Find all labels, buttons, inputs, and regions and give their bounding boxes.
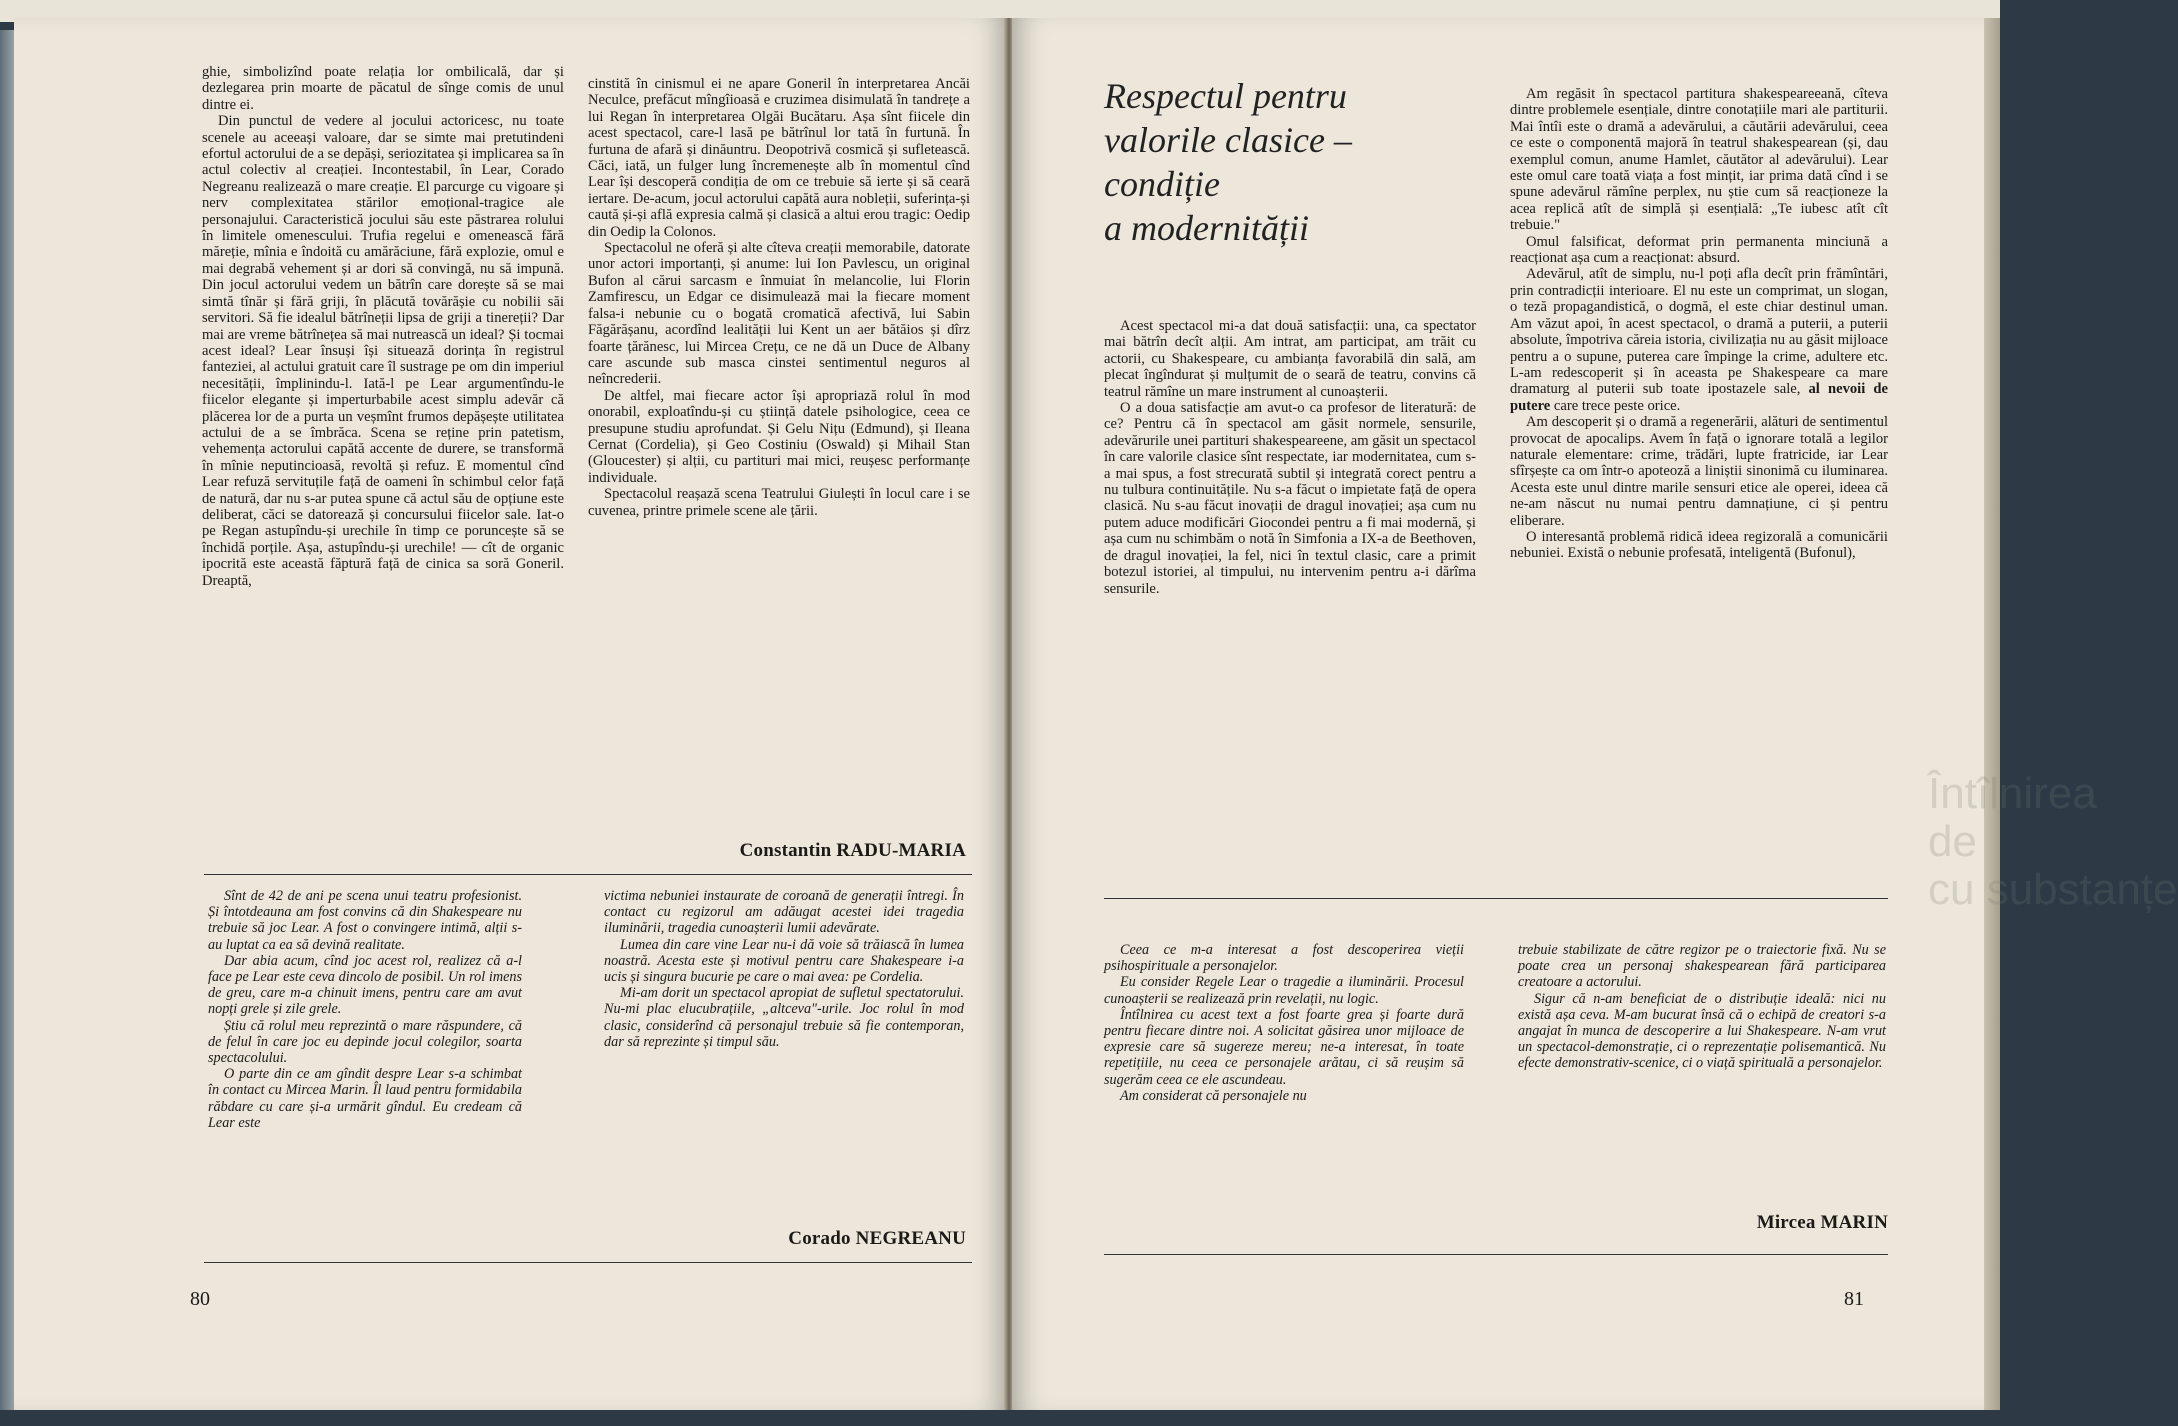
paragraph: cinstită în cinismul ei ne apare Goneril în interpretarea Ancăi Neculce, prefăcut mîngîioasă e cruzimea disimulată în tandrețe a lui Regan în interpretarea Olgăi Bucătaru. Așa sînt fiicele din acest spectacol, care-l lasă pe bătrînul lor tată în furtună. În furtuna de afară și dinăuntru. Deopotrivă cosmică și sufletească. Căci, iată, un fulger lung încremenește alb în momentul cînd Lear își descoperă condiția de om ce trebuie să ierte și să ceară iertare. De-acum, jocul actorului capătă aura nobleții, suferința-și caută și-și află expresia calmă și clasică a altui erou tragic: Oedip din Oedip la Colonos. bbox=[588, 76, 970, 240]
paragraph: De altfel, mai fiecare actor își apropriază rolul în mod onorabil, exploatîndu-și cu știință datele psihologice, ceea ce presupune studiu aprofundat. Și Gelu Nițu (Edmund), și Ileana Cernat (Cordelia), și Geo Costiniu (Oswald) și Mihail Stan (Gloucester) și alții, cu partituri mai mici, reușesc performanțe individuale. bbox=[588, 387, 970, 486]
article-title bbox=[1104, 74, 1424, 250]
left-bottom-column-2 bbox=[604, 888, 964, 1050]
paragraph: O a doua satisfacție am avut-o ca profesor de literatură: de ce? Pentru că în spectacol am găsit normele, sensurile, adevărurile unei partituri shakespeareene, am găsit un spectacol în care valorile clasice sînt respectate, iar modernitatea, cum s-a mai spus, a fost strecurată subtil și integrată corect pentru a nu tulbura continuitățile. Nu s-a făcut o impietate față de opera clasică. Nu s-au făcut inovații de dragul inovației; așa cum nu putem aduce modificări Giocondei pentru a fi mai modernă, și așa cum nu schimbăm o notă în Simfonia a IX-a de Beethoven, de dragul inovației, la fel, nici în textul clasic, care a primit botezul istoriei, al timpului, nu intervenim pentru a-i dărîma sensurile. bbox=[1104, 400, 1476, 597]
right-column-2 bbox=[1510, 86, 1888, 562]
author-signature: Corado NEGREANU bbox=[788, 1228, 966, 1249]
paragraph: Întîlnirea cu acest text a fost foarte grea și foarte dură pentru fiecare dintre noi. A solicitat găsirea unor mijloace de expresie care să sugereze mereu; ne-a interesat, în toate repetițiile, nu ceea ce personajele arătau, ci să reușim să sugerăm ceea ce ele ascundeau. bbox=[1104, 1006, 1464, 1088]
paragraph: Sigur că n-am beneficiat de o distribuție ideală: nici nu există așa ceva. M-am bucurat însă că o echipă de creatori s-a angajat în munca de descoperire a lui Shakespeare. N-am vrut un spectacol-demonstrație, ci o reprezentație polisemantică. Nu efecte demonstrativ-scenice, ci o viață spirituală a personajelor. bbox=[1518, 990, 1886, 1072]
book-cover-edge-left bbox=[0, 30, 14, 1410]
left-column-2 bbox=[588, 76, 970, 519]
bleed-line: Întîlnirea bbox=[1928, 769, 2097, 818]
paragraph: Spectacolul reașază scena Teatrului Giulești în locul care i se cuvenea, printre primele scene ale țării. bbox=[588, 486, 970, 519]
bleed-line: de bbox=[1928, 817, 1977, 866]
page-number: 81 bbox=[1844, 1288, 1864, 1310]
right-bottom-column-1 bbox=[1104, 942, 1464, 1104]
paragraph: O parte din ce am gîndit despre Lear s-a schimbat în contact cu Mircea Marin. Îl laud pentru formidabila răbdare cu care și-a urmărit gîndul. Eu credeam că Lear este bbox=[208, 1066, 522, 1131]
bleed-through-text bbox=[1928, 770, 2178, 914]
paragraph: Omul falsificat, deformat prin permanenta minciună a reacționat așa cum a reacționat: absurd. bbox=[1510, 233, 1888, 267]
paragraph: O interesantă problemă ridică ideea regizorală a comunicării nebuniei. Există o nebunie profesată, inteligentă (Bufonul), bbox=[1510, 528, 1888, 562]
paragraph: trebuie stabilizate de către regizor pe o traiectorie fixă. Nu se poate crea un personaj shakespearean fără participarea creatoare a actorului. bbox=[1518, 942, 1886, 991]
author-signature: Mircea MARIN bbox=[1756, 1212, 1888, 1233]
paragraph: ghie, simbolizînd poate relația lor ombilicală, dar și dezlegarea prin moarte de păcatul de sînge comis de unul dintre ei. bbox=[202, 64, 564, 113]
right-bottom-column-2 bbox=[1518, 942, 1886, 1072]
paragraph: Spectacolul ne oferă și alte cîteva creații memorabile, datorate unor actori importanți, și anume: lui Ion Pavlescu, un original Bufon al cărui sarcasm e înmuiat în melancolie, lui Florin Zamfirescu, un Edgar ce disimulează mai la fiecare moment falsa-i nebunie cu o bogată cromatică afectivă, lui Sabin Făgărășanu, acordînd lealității lui Kent un aer bătăios și dîrz foarte țărănesc, lui Mircea Crețu, ce ne dă un Duce de Albany care ascunde sub masca cinstei sentimentul neguros al neîncrederii. bbox=[588, 240, 970, 388]
right-page bbox=[1012, 18, 1984, 1410]
paragraph: Sînt de 42 de ani pe scena unui teatru profesionist. Și întotdeauna am fost convins că din Shakespeare nu trebuie să joc Lear. A fost o convingere intimă, alții s-au luptat ca ea să devină realitate. bbox=[208, 888, 522, 953]
emphasis-text: al nevoii de putere bbox=[1510, 381, 1888, 414]
paragraph: Mi-am dorit un spectacol apropiat de sufletul spectatorului. Nu-mi plac elucubrațiile, „altceva"-urile. Joc rolul în mod clasic, considerînd că personajul trebuie să fie contemporan, dar să reprezinte și timpul său. bbox=[604, 985, 964, 1050]
paragraph: Acest spectacol mi-a dat două satisfacții: una, ca spectator mai bătrîn decît alții. Am intrat, am participat, am trăit cu actorii, cu Shakespeare, cu ambianța favorabilă din sală, am plecat îngîndurat și mulțumit de o seară de teatru, convins că teatrul rămîne un mare instrument al cunoașterii. bbox=[1104, 318, 1476, 400]
divider-rule bbox=[204, 874, 972, 875]
paragraph: Dar abia acum, cînd joc acest rol, realizez că a-l face pe Lear este ceva dincolo de posibil. Un rol imens de greu, care m-a chinuit imens, pentru care am avut nopți grele și zile grele. bbox=[208, 952, 522, 1018]
paragraph: Am descoperit și o dramă a regenerării, alături de sentimentul provocat de apocalips. Avem în față o ignorare totală a legilor naturale elementare: crime, trădări, lupte fratricide, iar Lear sfîrșește ca om într-o apoteoză a liniștii sinonimă cu iluminarea. Acesta este unul dintre marile sensuri etice ale operei, ideea că ne-am născut nu numai pentru damnațiune, ci și pentru eliberare. bbox=[1510, 414, 1888, 529]
paragraph: Din punctul de vedere al jocului actoricesc, nu toate scenele au aceeași valoare, dar se simte mai pretutindeni efortul actorului de a se depăși, seriozitatea și implicarea sa în actul colectiv al creației. Incontestabil, în Lear, Corado Negreanu realizează o mare creație. El parcurge cu vigoare și nerv complexitatea stărilor emoțional-tragice ale personajului. Caracteristică jocului său este păstrarea rolului în limitele omenescului. Trufia regelui e omenească fără măreție, mînia e îndoită cu amărăciune, fără explozie, omul e mai degrabă vehement și ar dori să convingă, nu să impună. Din jocul actorului vedem un bătrîn care dorește să se mai simtă tînăr și fără griji, în plăcută tovărășie cu nobilii săi servitori. Să fie idealul bătrîneții lipsa de griji a tinereții? Dar mai are vreme bătrînețea să mai nutrească un ideal? Și tocmai acest ideal? Lear însuși își situează dorința în registrul fanteziei, al actului gratuit care îl sustrage pe om din imperiul necesității, împlinindu-l. Iată-l pe Lear argumentîndu-le fiicelor elegante și imperturbabile acest simplu adevăr că plăcerea lor de a purta un veșmînt frumos depășește utilitatea actului de a se îmbrăca. Scena se reține prin patetism, vehemența actorului capătă accente de durere, se transformă în mînie neputincioasă, revoltă și refuz. E momentul cînd Lear refuză servituțile față de oameni în schimbul celor față de natură, dar nu s-ar putea spune că actul său de opțiune este deliberat, căci se datorează și concursului fiicelor sale. Iat-o pe Regan astupîndu-și urechile în timp ce poruncește să se închidă porțile. Așa, astupîndu-și urechile! — cît de organic ipocrită este această făptură față de cinica sa soră Goneril. Dreaptă, bbox=[202, 113, 564, 589]
divider-rule bbox=[1104, 898, 1888, 899]
paragraph: Adevărul, atît de simplu, nu-l poți afla decît prin frămîntări, prin contradicții interioare. El nu este un comprimat, un slogan, o teză propagandistică, o dogmă, el este chiar destinul uman. Am văzut apoi, în acest spectacol, o dramă a puterii, a puterii absolute, împotriva căreia istoria, civilizația nu au găsit mijloace pentru a o supune, puterea care împinge la crime, adultere etc. L-am redescoperit și în aceasta pe Shakespeare ca mare dramaturg al puterii sub toate ipostazele sale, al nevoii de putere care trece peste orice. bbox=[1510, 266, 1888, 414]
title-line: a modernității bbox=[1104, 208, 1309, 248]
left-page bbox=[14, 18, 1006, 1410]
bleed-line: cu substanțe bbox=[1928, 865, 2178, 914]
page-stack-edge-right bbox=[1984, 18, 2000, 1410]
paragraph: Lumea din care vine Lear nu-i dă voie să trăiască în lumea noastră. Acesta este și motivul pentru care Shakespeare i-a ucis și singura bucurie pe care o mai avea: pe Cordelia. bbox=[604, 936, 964, 986]
divider-rule bbox=[1104, 1254, 1888, 1255]
paragraph: Am regăsit în spectacol partitura shakespeareeană, cîteva dintre problemele esențiale, dintre conotațiile mari ale partiturii. Mai întîi este o dramă a adevărului, a căutării adevărului, ceea ce este o componentă majoră în teatrul shakespearean (și, dau exemplul comun, anume Hamlet, căutător al adevărului). Lear este omul care toată viața a fost mințit, iar prima dată cînd i se spune adevărul rămîne perplex, nu știe cum să reacționeze la acea replică atît de simplă și esențială: „Te iubesc atît cît trebuie." bbox=[1510, 86, 1888, 234]
left-bottom-column-1 bbox=[208, 888, 522, 1131]
paragraph: Eu consider Regele Lear o tragedie a iluminării. Procesul cunoașterii se realizează prin revelații, nu logic. bbox=[1104, 974, 1464, 1007]
paragraph: victima nebuniei instaurate de coroană de generații întregi. În contact cu regizorul am adăugat acestei idei tragedia iluminării, tragedia cunoașterii lumii adevărate. bbox=[604, 888, 964, 937]
title-line: Respectul pentru bbox=[1104, 76, 1347, 116]
paragraph: Am considerat că personajele nu bbox=[1120, 1087, 1307, 1104]
author-signature: Constantin RADU-MARIA bbox=[739, 840, 966, 861]
divider-rule bbox=[204, 1262, 972, 1263]
title-line: condiție bbox=[1104, 164, 1220, 204]
right-column-1 bbox=[1104, 318, 1476, 597]
paragraph: Ceea ce m-a interesat a fost descoperirea vieții psihospirituale a personajelor. bbox=[1104, 942, 1464, 975]
page-number: 80 bbox=[190, 1288, 210, 1310]
title-line: valorile clasice – bbox=[1104, 120, 1352, 160]
paragraph: Știu că rolul meu reprezintă o mare răspundere, că de felul în care joc eu depinde jocul colegilor, soarta spectacolului. bbox=[208, 1017, 522, 1067]
left-column-1 bbox=[202, 64, 564, 589]
